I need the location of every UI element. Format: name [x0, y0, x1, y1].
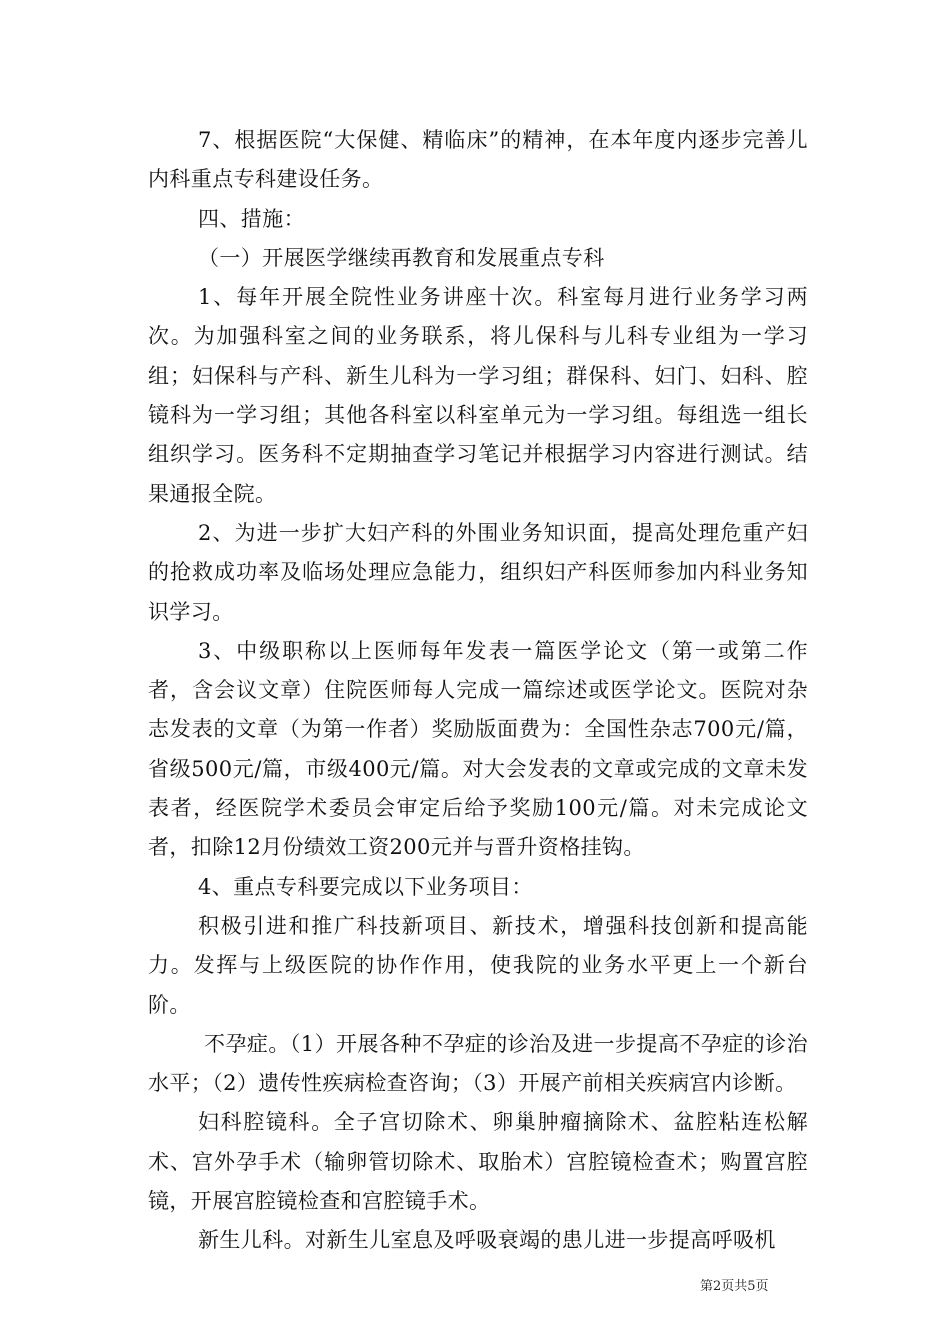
paragraph-measure-1: 1、每年开展全院性业务讲座十次。科室每月进行业务学习两次。为加强科室之间的业务联系，将儿保科与儿科专业组为一学习组；妇保科与产科、新生儿科为一学习组；群保科、妇门、妇科、腔镜科为一学习组；其他各科室以科室单元为一学习组。每组选一组长组织学习。医务科不定期抽查学习笔记并根据学习内容进行测试。结果通报全院。 — [148, 285, 808, 506]
document-body — [148, 121, 808, 1261]
paragraph-neonatal: 新生儿科。对新生儿室息及呼吸衰竭的患儿进一步提高呼吸机 — [198, 1228, 776, 1253]
paragraph-infertility: 不孕症。（1）开展各种不孕症的诊治及进一步提高不孕症的诊治水平；（2）遗传性疾病检查咨询；（3）开展产前相关疾病宫内诊断。 — [148, 1031, 808, 1096]
page-number: 第2页共5页 — [700, 1279, 769, 1294]
heading-measures: 四、措施： — [198, 206, 305, 231]
paragraph-measure-2: 2、为进一步扩大妇产科的外围业务知识面，提高处理危重产妇的抢救成功率及临场处理应急能力，组织妇产科医师参加内科业务知识学习。 — [148, 520, 808, 624]
subheading-continuing-education: （一）开展医学继续再教育和发展重点专科 — [198, 245, 605, 270]
paragraph-laparoscopy: 妇科腔镜科。全子宫切除术、卵巢肿瘤摘除术、盆腔粘连松解术、宫外孕手术（输卵管切除术、取胎术）宫腔镜检查术；购置宫腔镜，开展宫腔镜检查和宫腔镜手术。 — [148, 1110, 808, 1214]
paragraph-goal-7: 7、根据医院“大保健、精临床”的精神，在本年度内逐步完善儿内科重点专科建设任务。 — [148, 128, 808, 192]
paragraph-measure-4: 4、重点专科要完成以下业务项目： — [198, 874, 533, 899]
paragraph-new-technology: 积极引进和推广科技新项目、新技术，增强科技创新和提高能力。发挥与上级医院的协作作用，使我院的业务水平更上一个新台阶。 — [148, 913, 808, 1017]
paragraph-measure-3: 3、中级职称以上医师每年发表一篇医学论文（第一或第二作者，含会议文章）住院医师每人完成一篇综述或医学论文。医院对杂志发表的文章（为第一作者）奖励版面费为：全国性杂志700元/篇，省级500元/篇，市级400元/篇。对大会发表的文章或完成的文章未发表者，经医院学术委员会审定后给予奖励100元/篇。对未完成论文者，扣除12月份绩效工资200元并与晋升资格挂钩。 — [148, 638, 808, 860]
